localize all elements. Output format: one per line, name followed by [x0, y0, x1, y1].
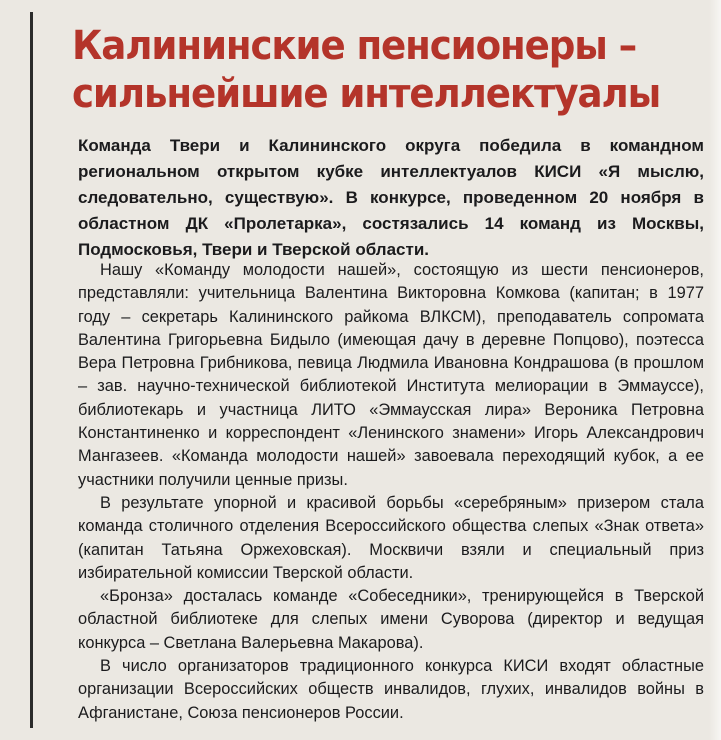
article-paragraph: «Бронза» досталась команде «Собеседники», тренирующейся в Тверской областной библиотеке для слепых имени Суворова (директор и ведущая конкурса – Светлана Валерьевна Макарова). — [78, 587, 704, 652]
headline — [72, 22, 667, 118]
article-lead: Команда Твери и Калининского округа победила в командном региональном открытом кубке интеллектуалов КИСИ «Я мыслю, следовательно, существую». В конкурсе, проведенном 20 ноября в областном ДК «Пролетарка», состязались 14 команд из Москвы, Подмосковья, Твери и Тверской области. — [78, 136, 704, 259]
scan-edge — [709, 0, 721, 740]
headline-line-2: сильнейшие интеллектуалы — [72, 71, 661, 117]
article-paragraph: Нашу «Команду молодости нашей», состоящую из шести пенсионеров, представляли: учительница Валентина Викторовна Комкова (капитан; в 1977 году – секретарь Калининского райкома ВЛКСМ), преподаватель сопромата Валентина Григорьевна Бидыло (имеющая дачу в деревне Попцово), поэтесса Вера Петровна Грибникова, певица Людмила Ивановна Кондрашова (в прошлом – зав. научно-технической библиотекой Института мелиорации в Эммауссе), библиотекарь и участница ЛИТО «Эммаусская лира» Вероника Петровна Константиненко и корреспондент «Ленинского знамени» Игорь Александрович Мангазеев. «Команда молодости нашей» завоевала переходящий кубок, а ее участники получили ценные призы. — [78, 261, 704, 489]
headline-line-1: Калининские пенсионеры – — [72, 23, 637, 69]
article-paragraph: В число организаторов традиционного конкурса КИСИ входят областные организации Всероссийских обществ инвалидов, глухих, инвалидов войны в Афганистане, Союза пенсионеров России. — [78, 657, 704, 722]
article-paragraph: В результате упорной и красивой борьбы «серебряным» призером стала команда столичного отделения Всероссийского общества слепых «Знак ответа» (капитан Татьяна Оржеховская). Москвичи взяли и специальный приз избирательной комиссии Тверской области. — [78, 493, 704, 582]
column-rule — [30, 12, 33, 728]
article-body — [78, 259, 704, 725]
